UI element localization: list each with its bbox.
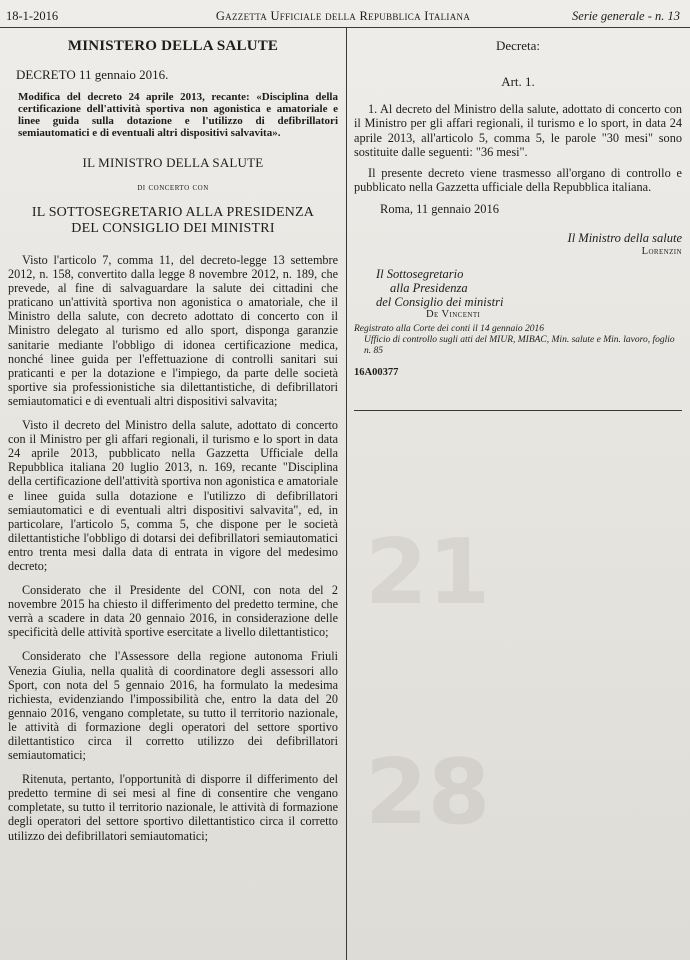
undersecretary-role: alla Presidenza — [390, 281, 468, 296]
article-paragraph: 1. Al decreto del Ministro della salute, adottato di concerto con il Ministro per gli affari regionali, il turismo e lo sport, in data 24 aprile 2013, all'articolo 5, comma 5, le parole "30 mesi" sono sostituite dalle seguenti: "36 mesi". — [354, 102, 682, 160]
minister-signature-role: Il Ministro della salute — [567, 231, 682, 246]
decree-summary: Modifica del decreto 24 aprile 2013, recante: «Disciplina della certificazione dell'attività sportiva non agonistica e amatoriale e linee guida sulla dotazione e l'utilizzo di defibrillatori semiautomatici e di eventuali altri dispositivi salvavita». — [18, 91, 338, 139]
undersecretary-role: del Consiglio dei ministri — [376, 295, 504, 310]
preamble-paragraph: Considerato che il Presidente del CONI, con nota del 2 novembre 2015 ha chiesto il differimento del predetto termine, che verrà a scadere in data 20 gennaio 2016, in considerazione delle specificità delle attività sportive esercitate a livello dilettantistico; — [8, 583, 338, 640]
minister-signature-name: Lorenzin — [641, 246, 682, 258]
undersecretary-line: IL SOTTOSEGRETARIO ALLA PRESIDENZA — [31, 205, 315, 220]
decree-title: DECRETO 11 gennaio 2016. — [16, 67, 169, 82]
document-code: 16A00377 — [354, 367, 399, 379]
concert-line: di concerto con — [137, 183, 209, 193]
bleed-through-mark: 28 — [365, 740, 491, 845]
right-column — [354, 38, 682, 378]
article-heading: Art. 1. — [501, 74, 535, 89]
undersecretary-name: De Vincenti — [426, 309, 481, 321]
minister-heading: IL MINISTRO DELLA SALUTE — [82, 155, 264, 170]
preamble-paragraph: Visto l'articolo 7, comma 11, del decreto-legge 13 settembre 2012, n. 158, convertito dalla legge 8 novembre 2012, n. 189, che prevede, al fine di salvaguardare la salute dei cittadini che praticano un'attività sportiva non agonistica o amatoriale, che il Ministro della salute, con decreto adottato di concerto con il Ministro delegato al turismo ed allo sport, disponga garanzie sanitarie mediante l'obbligo di idonea certificazione medica, nonché linee guida per l'effettuazione di controlli sanitari sui praticanti e per la dotazione e l'impiego, da parte delle società sportive sia professionistiche sia dilettantistiche, di defibrillatori semiautomatici e di eventuali altri dispositivi salvavita; — [8, 253, 338, 408]
preamble-paragraph: Ritenuta, pertanto, l'opportunità di disporre il differimento del predetto termine di sei mesi al fine di consentire che vengano completate, su tutto il territorio nazionale, le attività di formazione degli operatori del settore sportivo dilettantistico circa il corretto utilizzo dei defibrillatori semiautomatici; — [8, 772, 338, 843]
header-rule — [0, 27, 690, 28]
registration-note — [354, 324, 682, 357]
page-header — [6, 7, 680, 25]
registration-detail: Ufficio di controllo sugli atti del MIUR, MIBAC, Min. salute e Min. lavoro, foglio n. 85 — [364, 335, 675, 357]
end-rule — [354, 410, 682, 411]
preamble-paragraph: Visto il decreto del Ministro della salute, adottato di concerto con il Ministro per gli affari regionali, il turismo e lo sport in data 24 aprile 2013, pubblicato nella Gazzetta Ufficiale della Repubblica italiana 20 luglio 2013, n. 169, recante "Disciplina della certificazione dell'attività sportiva non agonistica e amatoriale e linee guida sulla dotazione e l'utilizzo di defibrillatori semiautomatici e di eventuali altri dispositivi salvavita", ed, in particolare, l'articolo 5, comma 5, che dispone per le società dilettantistiche l'obbligo di dotarsi dei defibrillatori semiautomatici entro trenta mesi dalla data di entrata in vigore del medesimo decreto; — [8, 418, 338, 573]
bleed-through-mark: 21 — [365, 520, 491, 625]
undersecretary-line: DEL CONSIGLIO DEI MINISTRI — [71, 221, 275, 236]
publication-title: Gazzetta Ufficiale della Repubblica Italiana — [215, 9, 471, 23]
decreta-heading: Decreta: — [495, 38, 541, 53]
place-date: Roma, 11 gennaio 2016 — [380, 202, 499, 217]
issue-date: 18-1-2016 — [6, 9, 59, 23]
column-divider — [346, 28, 347, 960]
ministry-heading: MINISTERO DELLA SALUTE — [67, 38, 279, 54]
issue-series: Serie generale - n. 13 — [572, 9, 680, 23]
undersecretary-signature — [376, 267, 682, 320]
registration-line: Registrato alla Corte dei conti il 14 gennaio 2016 — [354, 324, 544, 335]
undersecretary-heading — [8, 205, 338, 237]
left-column — [8, 38, 338, 853]
preamble-paragraph: Considerato che l'Assessore della regione autonoma Friuli Venezia Giulia, nella qualità di coordinatore degli assessori allo Sport, con nota del 5 gennaio 2016, ha formulato la medesima richiesta, evidenziando l'impossibilità che, entro la data del 20 gennaio 2016, vengano completate, su tutto il territorio nazionale, le attività di formazione degli operatori del settore sportivo dilettantistico circa il corretto utilizzo dei defibrillatori semiautomatici; — [8, 649, 338, 763]
article-paragraph: Il presente decreto viene trasmesso all'organo di controllo e pubblicato nella Gazzetta ufficiale della Repubblica italiana. — [354, 165, 682, 195]
undersecretary-role: Il Sottosegretario — [376, 267, 464, 282]
